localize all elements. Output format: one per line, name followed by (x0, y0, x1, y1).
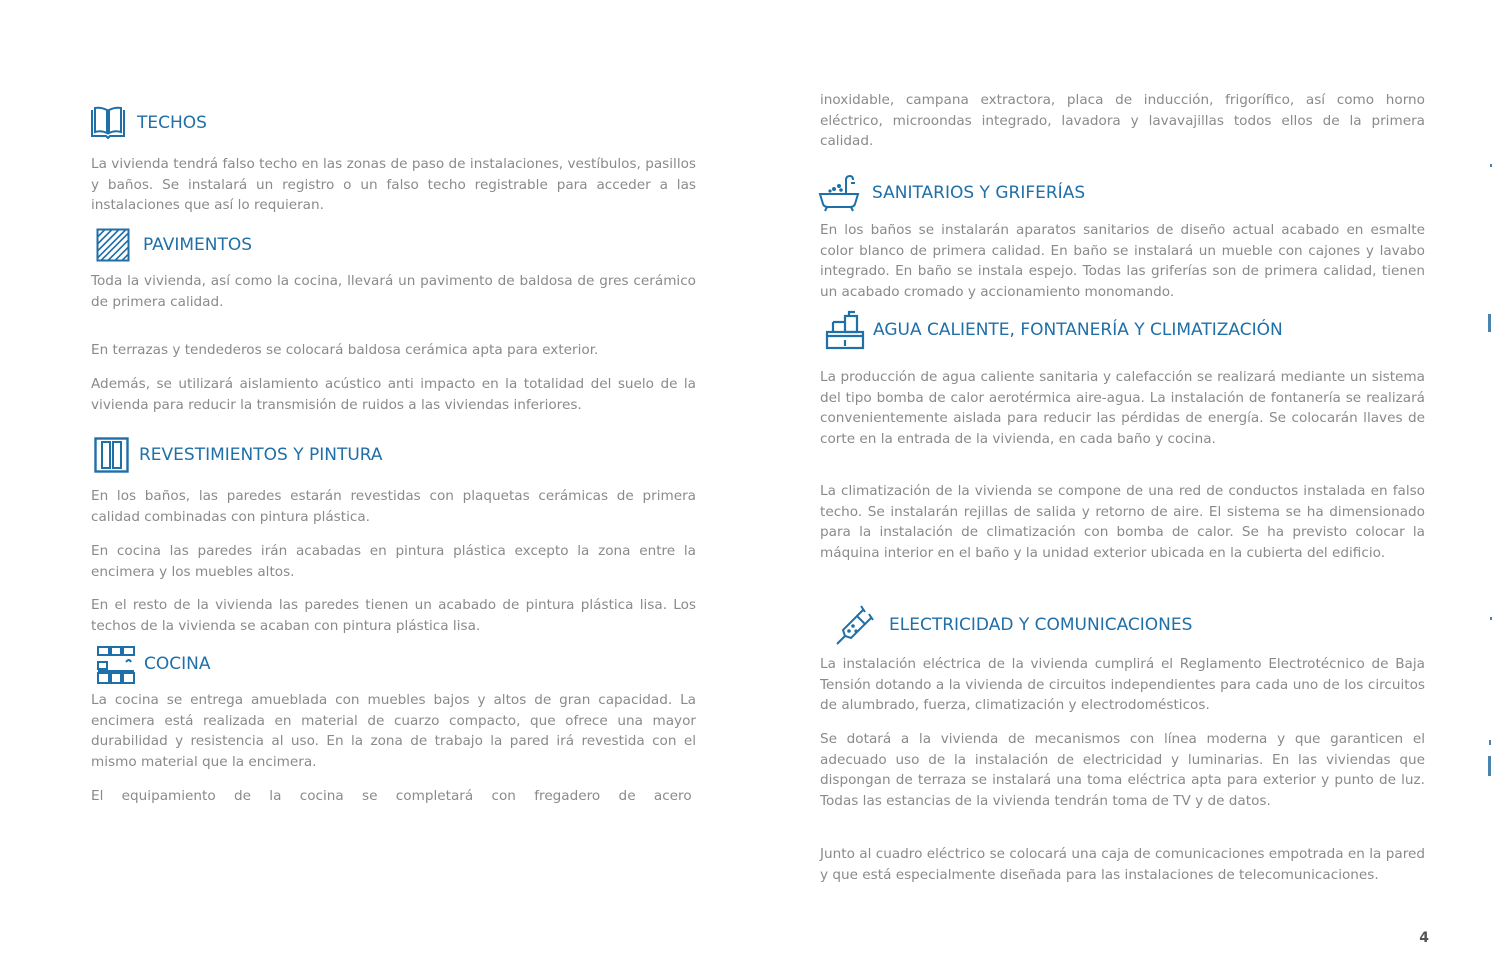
section-title: PAVIMENTOS (143, 235, 253, 255)
edge-mark (1490, 164, 1492, 167)
section-heading-revestimientos (94, 437, 383, 473)
plug-icon (835, 604, 875, 646)
paragraph: En el resto de la vivienda las paredes tienen un acabado de pintura plástica lisa. Los techos de la vivienda se acaban con pintura plástica lisa. (91, 597, 696, 634)
section-heading-pavimentos (96, 228, 252, 262)
water-heater-icon (825, 310, 865, 350)
section-title: TECHOS (137, 113, 207, 133)
paragraph: En terrazas y tendederos se colocará baldosa cerámica apta para exterior. (91, 342, 599, 358)
page-number: 4 (1419, 930, 1429, 946)
paragraph: Además, se utilizará aislamiento acústico anti impacto en la totalidad del suelo de la vivienda para reducir la transmisión de ruidos a las viviendas inferiores. (91, 376, 696, 413)
paragraph: La vivienda tendrá falso techo en las zonas de paso de instalaciones, vestíbulos, pasillos y baños. Se instalará un registro o un falso techo registrable para acceder a las instalaciones que así lo requieran. (91, 156, 696, 214)
edge-mark (1488, 756, 1491, 776)
bathtub-icon (818, 174, 860, 212)
paragraph: inoxidable, campana extractora, placa de inducción, frigorífico, así como horno eléctrico, microondas integrado, lavadora y lavavajillas todos ellos de la primera calidad. (820, 92, 1425, 150)
paragraph: En los baños se instalarán aparatos sanitarios de diseño actual acabado en esmalte color blanco de primera calidad. En baño se instalará un mueble con cajones y lavabo integrado. En baño se instala espejo. Todas las griferías son de primera calidad, tienen un acabado cromado y accionamiento monomando. (820, 222, 1425, 300)
paragraph: La instalación eléctrica de la vivienda cumplirá el Reglamento Electrotécnico de Baja Tensión dotando a la vivienda de circuitos independientes para cada uno de los circuitos de alumbrado, fuerza, climatización y electrodomésticos. (820, 656, 1425, 714)
paragraph: En los baños, las paredes estarán revestidas con plaquetas cerámicas de primera calidad combinadas con pintura plástica. (91, 488, 696, 525)
section-heading-techos (89, 106, 207, 140)
section-title: COCINA (144, 654, 211, 674)
section-title: SANITARIOS Y GRIFERÍAS (872, 183, 1086, 203)
book-icon (89, 106, 127, 140)
section-heading-electricidad (835, 604, 1192, 646)
paragraph: La climatización de la vivienda se compone de una red de conductos instalada en falso techo. Se instalarán rejillas de salida y retorno de aire. El sistema se ha dimensionado para la instalación de climatización con bomba de calor. Se ha previsto colocar la máquina interior en el baño y la unidad exterior ubicada en la cubierta del edificio. (820, 483, 1425, 561)
section-heading-sanitarios (818, 174, 1085, 212)
paragraph: Toda la vivienda, así como la cocina, llevará un pavimento de baldosa de gres cerámico de primera calidad. (91, 273, 696, 310)
kitchen-icon (96, 644, 136, 684)
paragraph: Junto al cuadro eléctrico se colocará una caja de comunicaciones empotrada en la pared y que está especialmente diseñada para las instalaciones de telecomunicaciones. (820, 846, 1425, 883)
paragraph: En cocina las paredes irán acabadas en pintura plástica excepto la zona entre la encimera y los muebles altos. (91, 543, 696, 580)
paragraph: El equipamiento de la cocina se completará con fregadero de acero (91, 788, 692, 804)
edge-mark (1488, 314, 1491, 332)
section-title: REVESTIMIENTOS Y PINTURA (139, 445, 383, 465)
paragraph: La cocina se entrega amueblada con muebles bajos y altos de gran capacidad. La encimera está realizada en material de cuarzo compacto, que ofrece una mayor durabilidad y resistencia al uso. En la zona de trabajo la pared irá revestida con el mismo material que la encimera. (91, 692, 696, 770)
paragraph: La producción de agua caliente sanitaria y calefacción se realizará mediante un sistema del tipo bomba de calor aerotérmica aire-agua. La instalación de fontanería se realizará convenientemente aislada para reducir las pérdidas de energía. Se colocarán llaves de corte en la entrada de la vivienda, en cada baño y cocina. (820, 369, 1425, 447)
edge-mark (1490, 617, 1492, 620)
paragraph: Se dotará a la vivienda de mecanismos con línea moderna y que garanticen el adecuado uso de la instalación de electricidad y luminarias. En las viviendas que dispongan de terraza se instalará una toma eléctrica apta para exterior y punto de luz. Todas las estancias de la vivienda tendrán toma de TV y de datos. (820, 731, 1425, 809)
section-title: ELECTRICIDAD Y COMUNICACIONES (889, 615, 1193, 635)
section-title: AGUA CALIENTE, FONTANERÍA Y CLIMATIZACIÓN (873, 320, 1283, 340)
section-heading-agua (825, 310, 1283, 350)
section-heading-cocina (96, 644, 210, 684)
hatched-tile-icon (96, 228, 130, 262)
wall-panel-icon (94, 437, 129, 473)
edge-mark (1489, 740, 1491, 745)
